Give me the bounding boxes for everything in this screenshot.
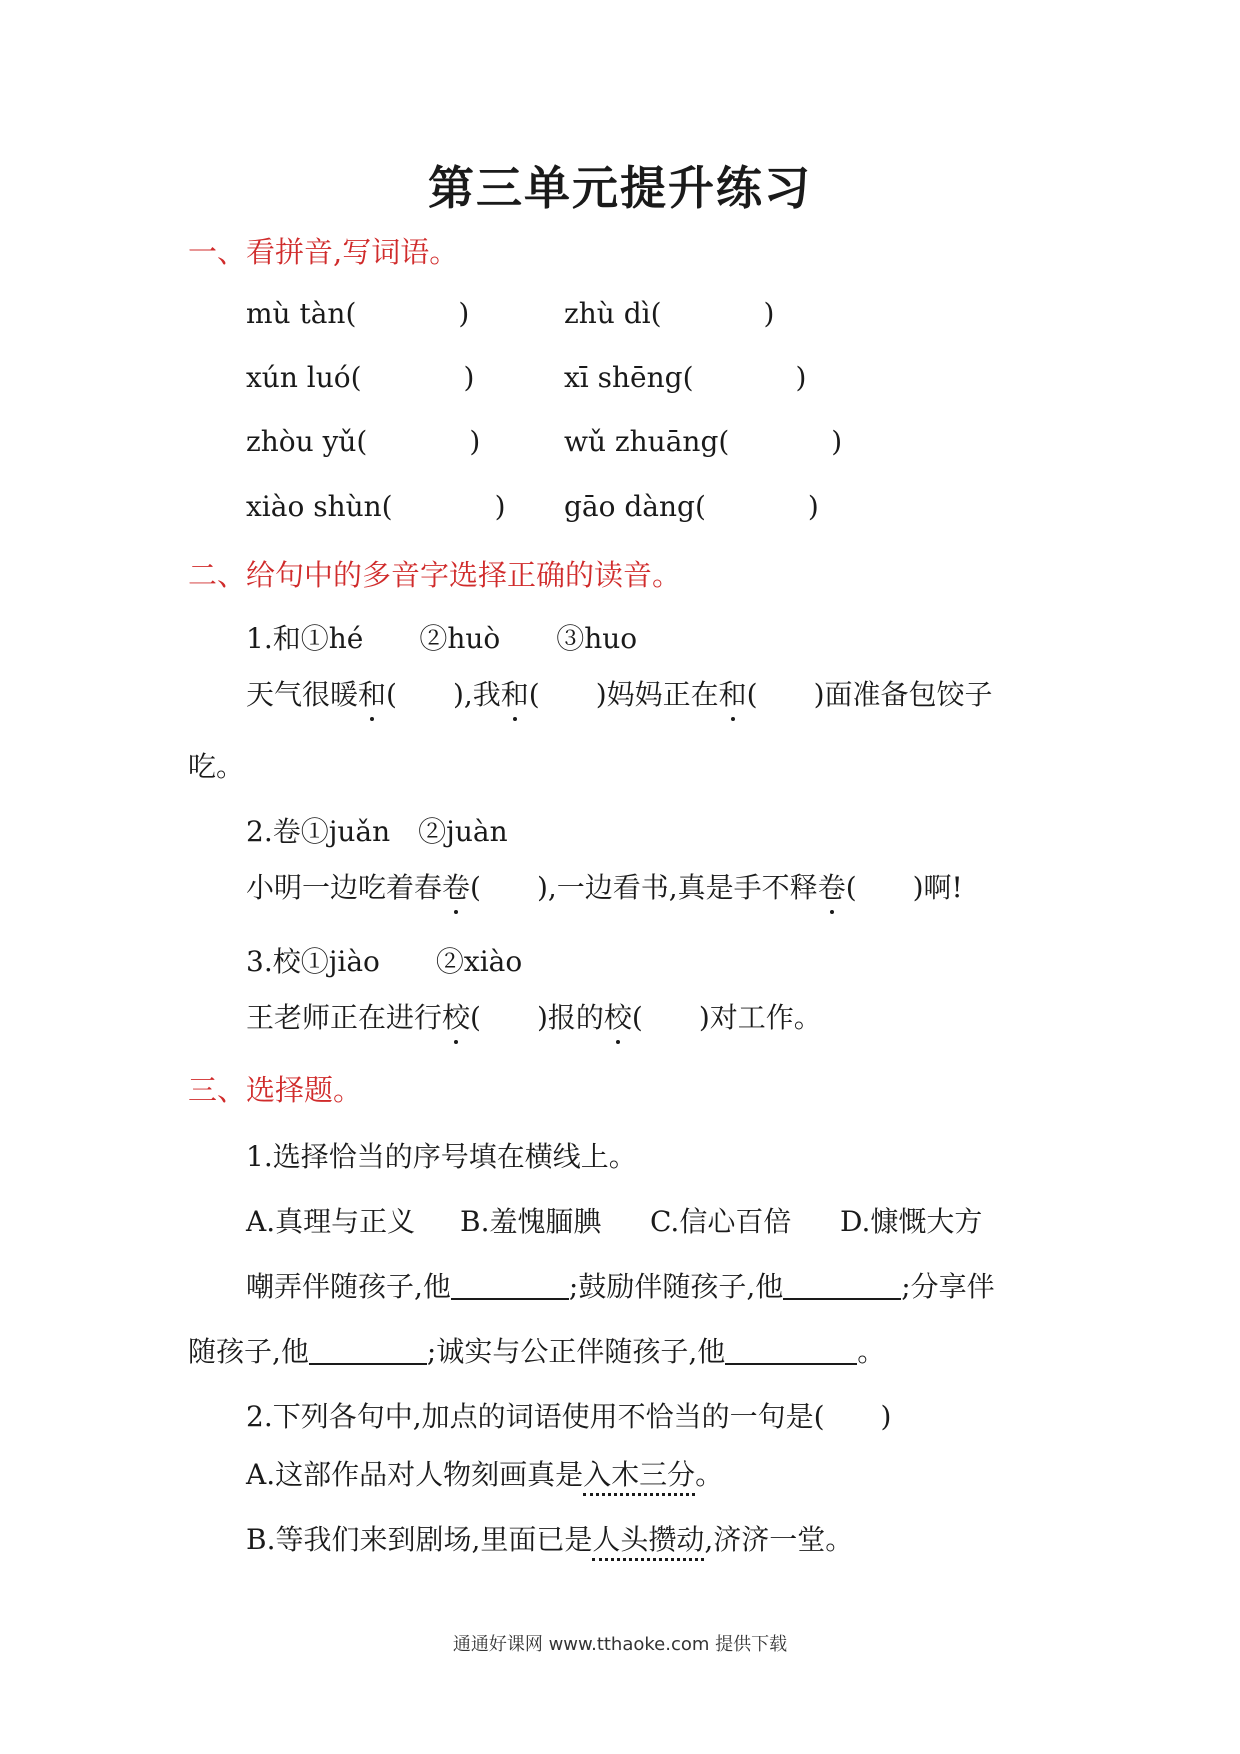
- pinyin-item: xiào shùn( ): [246, 490, 506, 523]
- dotted-char: 校: [604, 996, 632, 1036]
- choice-option: A.真理与正义: [246, 1205, 416, 1238]
- choice-option: B.羞愧腼腆: [460, 1205, 602, 1238]
- dotted-char: 卷: [442, 866, 470, 906]
- answer-blank[interactable]: [783, 1268, 901, 1300]
- pinyin-item: xún luó( ): [246, 361, 475, 394]
- question-sentence: 小明一边吃着春卷( ),一边看书,真是手不释卷( )啊!: [246, 866, 963, 906]
- question-options: 1.和①hé ②huò ③huo: [246, 622, 638, 655]
- section-2-heading: 二、给句中的多音字选择正确的读音。: [188, 558, 682, 592]
- pinyin-item: zhù dì( ): [564, 297, 775, 330]
- answer-blank[interactable]: [725, 1333, 857, 1365]
- section-1-heading: 一、看拼音,写词语。: [188, 235, 459, 269]
- dotted-phrase: 人头攒动: [592, 1523, 704, 1561]
- pinyin-item: gāo dàng( ): [564, 490, 819, 523]
- pinyin-item: mù tàn( ): [246, 297, 470, 330]
- answer-blank[interactable]: [451, 1268, 569, 1300]
- choice-sentence: B.等我们来到剧场,里面已是人头攒动,济济一堂。: [246, 1518, 853, 1558]
- answer-blank[interactable]: [309, 1333, 427, 1365]
- question-text: 2.下列各句中,加点的词语使用不恰当的一句是( ): [246, 1400, 892, 1433]
- dotted-char: 和: [719, 673, 747, 713]
- pinyin-item: xī shēng( ): [564, 361, 807, 394]
- footer-credit: 通通好课网 www.tthaoke.com 提供下载: [452, 1634, 788, 1655]
- dotted-char: 和: [358, 673, 386, 713]
- choice-option: C.信心百倍: [650, 1205, 792, 1238]
- choice-option: D.慷慨大方: [840, 1205, 983, 1238]
- dotted-char: 卷: [818, 866, 846, 906]
- fill-sentence: 嘲弄伴随孩子,他 ;鼓励伴随孩子,他 ;分享伴: [246, 1270, 995, 1303]
- question-sentence: 天气很暖和( ),我和( )妈妈正在和( )面准备包饺子: [246, 673, 993, 713]
- dotted-phrase: 入木三分: [583, 1458, 695, 1496]
- pinyin-item: wǔ zhuāng( ): [564, 425, 843, 458]
- section-3-heading: 三、选择题。: [188, 1073, 363, 1107]
- dotted-char: 和: [501, 673, 529, 713]
- choice-sentence: A.这部作品对人物刻画真是入木三分。: [246, 1453, 723, 1493]
- question-options: 3.校①jiào ②xiào: [246, 945, 523, 978]
- fill-sentence: 随孩子,他 ;诚实与公正伴随孩子,他 。: [188, 1335, 886, 1368]
- sentence-continuation: 吃。: [188, 750, 245, 783]
- question-sentence: 王老师正在进行校( )报的校( )对工作。: [246, 996, 822, 1036]
- page-title: 第三单元提升练习: [428, 161, 812, 215]
- question-text: 1.选择恰当的序号填在横线上。: [246, 1140, 637, 1173]
- pinyin-item: zhòu yǔ( ): [246, 425, 481, 458]
- question-options: 2.卷①juǎn ②juàn: [246, 815, 508, 848]
- dotted-char: 校: [442, 996, 470, 1036]
